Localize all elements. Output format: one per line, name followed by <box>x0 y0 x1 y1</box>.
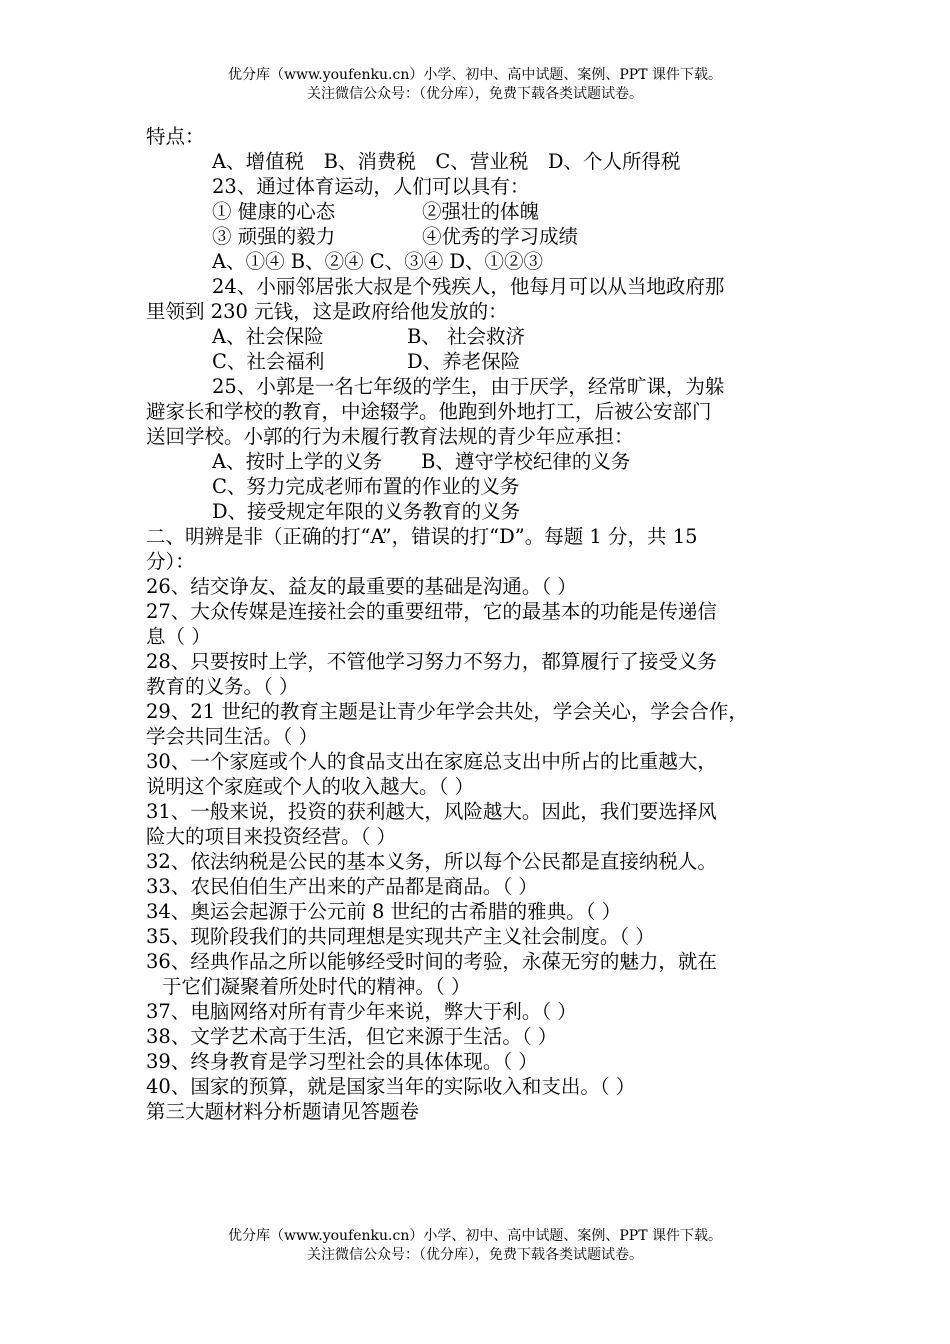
q25-stem-3: 送回学校。小郭的行为未履行教育法规的青少年应承担： <box>146 425 634 448</box>
q29-cont: 学会共同生活。（ ） <box>146 725 318 748</box>
q24-options-row-2 <box>146 349 826 374</box>
footer-line-2: 关注微信公众号：（优分库），免费下载各类试题试卷。 <box>307 1247 643 1263</box>
section-two-heading: 二、明辨是非（正确的打“A”，错误的打“D”。每题 1 分，共 15 <box>146 525 698 548</box>
q22-options: A、增值税 B、消费税 C、营业税 D、个人所得税 <box>212 150 681 173</box>
q23-item-1: ① 健康的心态 <box>212 200 336 223</box>
q37: 37、电脑网络对所有青少年来说，弊大于利。（ ） <box>146 1000 577 1023</box>
q38: 38、文学艺术高于生活，但它来源于生活。（ ） <box>146 1025 558 1048</box>
text-line: 特点： <box>146 125 205 148</box>
q35: 35、现阶段我们的共同理想是实现共产主义社会制度。（ ） <box>146 925 655 948</box>
section-three-note: 第三大题材料分析题请见答题卷 <box>146 1100 420 1123</box>
q31: 31、一般来说，投资的获利越大，风险越大。因此，我们要选择风 <box>146 800 717 823</box>
q40: 40、国家的预算，就是国家当年的实际收入和支出。（ ） <box>146 1075 636 1098</box>
q24-option-c: C、社会福利 <box>212 350 325 373</box>
page-footer <box>0 1227 950 1265</box>
q30: 30、一个家庭或个人的食品支出在家庭总支出中所占的比重越大， <box>146 750 717 773</box>
q32: 32、依法纳税是公民的基本义务，所以每个公民都是直接纳税人。 <box>146 850 717 873</box>
section-two-heading-cont: 分）： <box>146 550 195 573</box>
q23-items-row-1 <box>146 199 826 224</box>
q25-options-ab: A、按时上学的义务 B、遵守学校纪律的义务 <box>212 450 631 473</box>
q25-option-c: C、努力完成老师布置的作业的义务 <box>212 475 520 498</box>
q23-items-row-2 <box>146 224 826 249</box>
q23-item-4: ④优秀的学习成绩 <box>422 225 579 248</box>
q24-stem-1: 24、小丽邻居张大叔是个残疾人，他每月可以从当地政府那 <box>212 275 725 298</box>
q23-options: A、①④ B、②④ C、③④ D、①②③ <box>212 250 544 273</box>
q24-option-a: A、社会保险 <box>212 325 324 348</box>
q26: 26、结交诤友、益友的最重要的基础是沟通。（ ） <box>146 575 577 598</box>
page-header <box>0 66 950 104</box>
q25-stem-2: 避家长和学校的教育，中途辍学。他跑到外地打工，后被公安部门 <box>146 400 712 423</box>
q23-stem: 23、通过体育运动，人们可以具有： <box>212 175 530 198</box>
q23-item-3: ③ 顽强的毅力 <box>212 225 336 248</box>
q25-option-d: D、接受规定年限的义务教育的义务 <box>212 500 521 523</box>
q33: 33、农民伯伯生产出来的产品都是商品。（ ） <box>146 875 538 898</box>
header-line-1: 优分库（www.youfenku.cn）小学、初中、高中试题、案例、PPT 课件下载。 <box>227 67 722 83</box>
q27-cont: 息（ ） <box>146 625 211 648</box>
q36: 36、经典作品之所以能够经受时间的考验，永葆无穷的魅力，就在 <box>146 950 717 973</box>
header-line-2: 关注微信公众号：（优分库），免费下载各类试题试卷。 <box>307 86 643 102</box>
q34: 34、奥运会起源于公元前 8 世纪的古希腊的雅典。（ ） <box>146 900 622 923</box>
q31-cont: 险大的项目来投资经营。（ ） <box>146 825 396 848</box>
document-body <box>146 124 826 1124</box>
q24-option-b: B、 社会救济 <box>407 325 526 348</box>
q29: 29、21 世纪的教育主题是让青少年学会共处，学会关心，学会合作， <box>146 700 748 723</box>
q28: 28、只要按时上学，不管他学习努力不努力，都算履行了接受义务 <box>146 650 717 673</box>
q24-stem-2: 里领到 230 元钱，这是政府给他发放的： <box>146 300 508 323</box>
q27: 27、大众传媒是连接社会的重要纽带，它的最基本的功能是传递信 <box>146 600 717 623</box>
q36-cont: 于它们凝聚着所处时代的精神。（ ） <box>162 975 471 998</box>
footer-line-1: 优分库（www.youfenku.cn）小学、初中、高中试题、案例、PPT 课件下载。 <box>227 1228 722 1244</box>
q30-cont: 说明这个家庭或个人的收入越大。（ ） <box>146 775 474 798</box>
q24-options-row-1 <box>146 324 826 349</box>
q39: 39、终身教育是学习型社会的具体体现。（ ） <box>146 1050 538 1073</box>
q24-option-d: D、养老保险 <box>407 350 521 373</box>
q25-stem-1: 25、小郭是一名七年级的学生，由于厌学，经常旷课，为躲 <box>212 375 725 398</box>
q28-cont: 教育的义务。（ ） <box>146 675 299 698</box>
q23-item-2: ②强壮的体魄 <box>422 200 540 223</box>
